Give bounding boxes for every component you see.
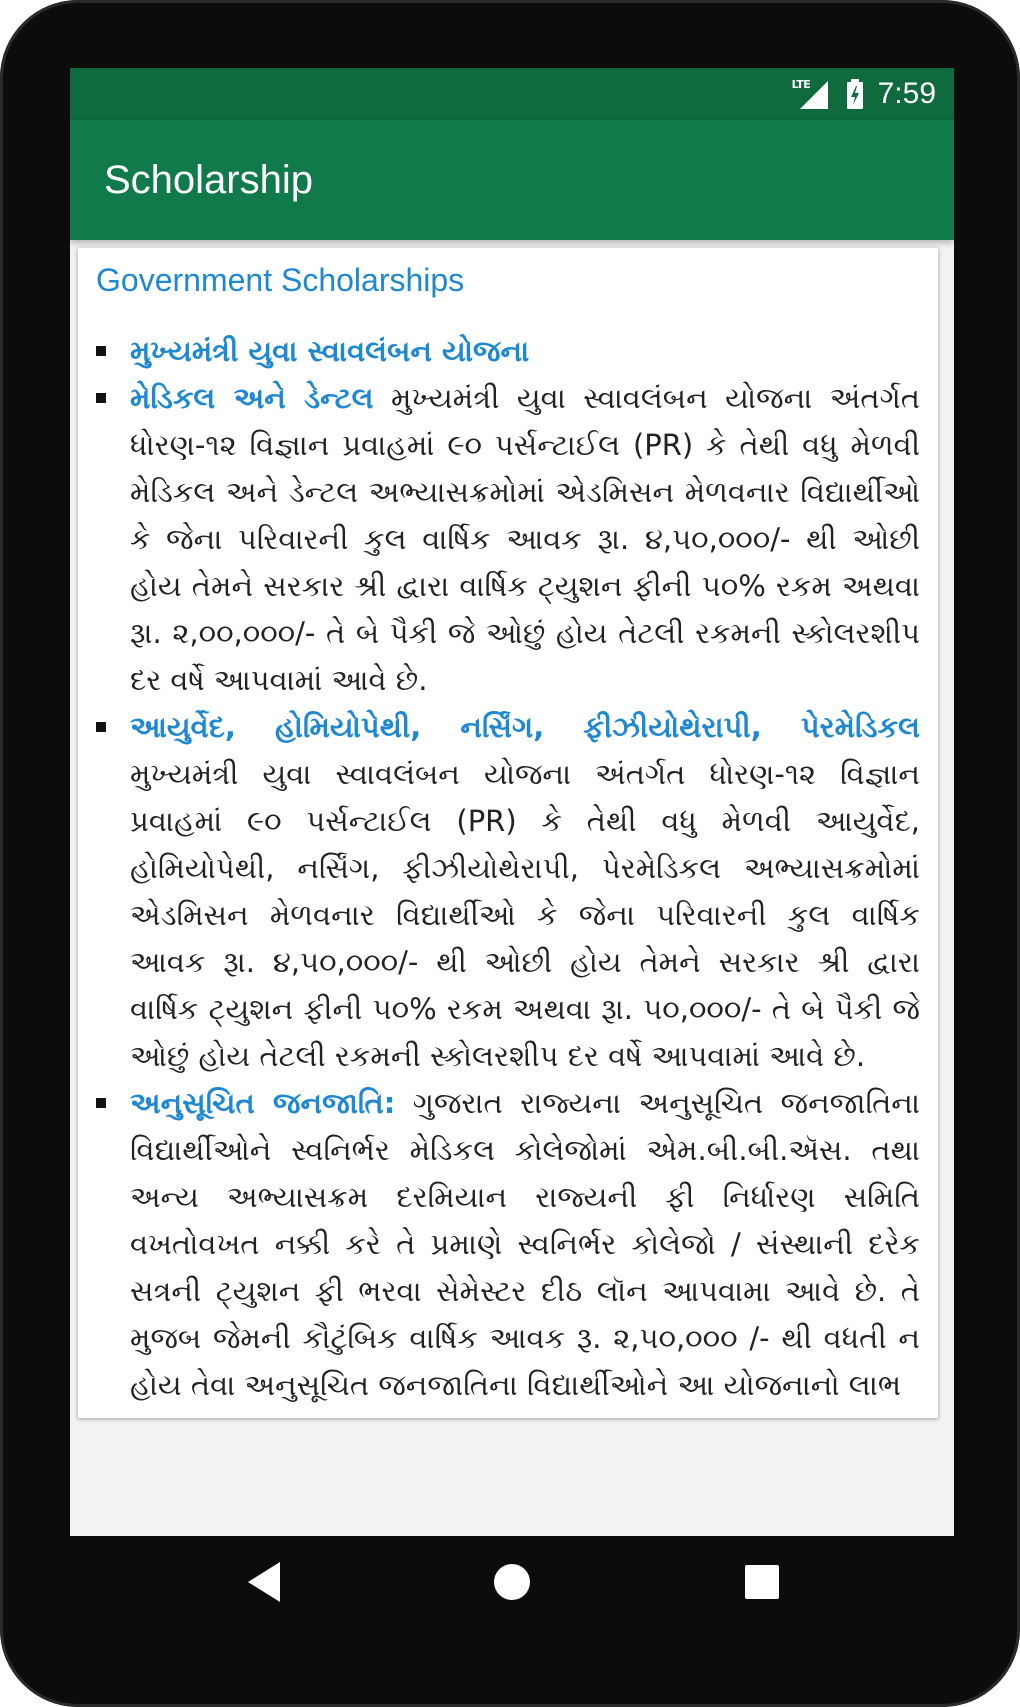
item-body: મુખ્યમંત્રી યુવા સ્વાવલંબન યોજના અંતર્ગત ધોરણ-૧૨ વિજ્ઞાન પ્રવાહમાં ૯૦ પર્સન્ટાઈલ (PR) કે તેથી વધુ મેળવી મેડિકલ અને ડેન્ટલ અભ્યાસક્રમોમાં એડમિસન મેળવનાર વિદ્યાર્થીઓ કે જેના પરિવારની કુલ વાર્ષિક આવક રૂા. ૪,૫૦,૦૦૦/- થી ઓછી હોય તેમને સરકાર શ્રી દ્વારા વાર્ષિક ટ્યુશન ફીની ૫૦% રકમ અથવા રૂા. ૨,૦૦,૦૦૦/- તે બે પૈકી જે ઓછું હોય તેટલી રકમની સ્કોલરશીપ દર વર્ષે આપવામાં આવે છે. <box>130 381 920 697</box>
list-item <box>96 375 920 704</box>
bullet-icon <box>96 393 106 403</box>
list-item <box>96 1080 920 1409</box>
item-body: ગુજરાત રાજ્યના અનુસૂચિત જનજાતિના વિદ્યાર્થીઓને સ્વનિર્ભર મેડિકલ કોલેજોમાં એમ.બી.બી.ઍસ. તથા અન્ય અભ્યાસક્રમ દરમિયાન રાજ્યની ફી નિર્ધારણ સમિતિ વખતોવખત નક્કી કરે તે પ્રમાણે સ્વનિર્ભર કોલેજો / સંસ્થાની દરેક સત્રની ટ્યુશન ફી ભરવા સેમેસ્ટર દીઠ લૉન આપવામા આવે છે. તે મુજબ જેમની કૌટુંબિક વાર્ષિક આવક રૂ. ૨,૫૦,૦૦૦ /- થી વધતી ન હોય તેવા અનુસૂચિત જનજાતિના વિદ્યાર્થીઓને આ યોજનાનો લાભ <box>130 1086 921 1402</box>
item-heading: અનુસૂચિત જનજાતિ: <box>130 1086 396 1120</box>
bullet-icon <box>96 722 106 732</box>
battery-charging-icon <box>846 79 864 109</box>
item-heading: આયુર્વેદ, હોમિયોપેથી, નર્સિંગ, ફીઝીયોથેરાપી, પેરમેડિકલ <box>130 710 920 744</box>
lte-signal-icon <box>792 78 832 110</box>
status-icons <box>792 68 936 120</box>
item-heading: મુખ્યમંત્રી યુવા સ્વાવલંબન યોજના <box>130 334 530 368</box>
clock: 7:59 <box>877 77 936 110</box>
home-icon[interactable] <box>492 1560 532 1604</box>
item-heading: મેડિકલ અને ડેન્ટલ <box>130 381 374 415</box>
network-label: LTE <box>791 78 811 91</box>
scholarship-list <box>96 328 920 1409</box>
back-icon[interactable] <box>244 1560 284 1604</box>
recents-icon[interactable] <box>742 1560 782 1604</box>
bullet-icon <box>96 1098 106 1108</box>
app-bar <box>70 120 954 240</box>
content-card <box>78 248 938 1418</box>
card-title: Government Scholarships <box>96 262 465 298</box>
bullet-icon <box>96 346 106 356</box>
screen <box>70 68 954 1536</box>
item-body: મુખ્યમંત્રી યુવા સ્વાવલંબન યોજના અંતર્ગત ધોરણ-૧૨ વિજ્ઞાન પ્રવાહમાં ૯૦ પર્સન્ટાઈલ (PR) કે તેથી વધુ મેળવી આયુર્વેદ, હોમિયોપેથી, નર્સિંગ, ફીઝીયોથેરાપી, પેરમેડિકલ અભ્યાસક્રમોમાં એડમિસન મેળવનાર વિદ્યાર્થીઓ કે જેના પરિવારની કુલ વાર્ષિક આવક રૂા. ૪,૫૦,૦૦૦/- થી ઓછી હોય તેમને સરકાર શ્રી દ્વારા વાર્ષિક ટ્યુશન ફીની ૫૦% રકમ અથવા રૂા. ૫૦,૦૦૦/- તે બે પૈકી જે ઓછું હોય તેટલી રકમની સ્કોલરશીપ દર વર્ષે આપવામાં આવે છે. <box>130 757 920 1073</box>
list-item <box>96 328 920 375</box>
app-title: Scholarship <box>104 158 314 202</box>
list-item <box>96 704 920 1080</box>
status-bar <box>70 68 954 120</box>
